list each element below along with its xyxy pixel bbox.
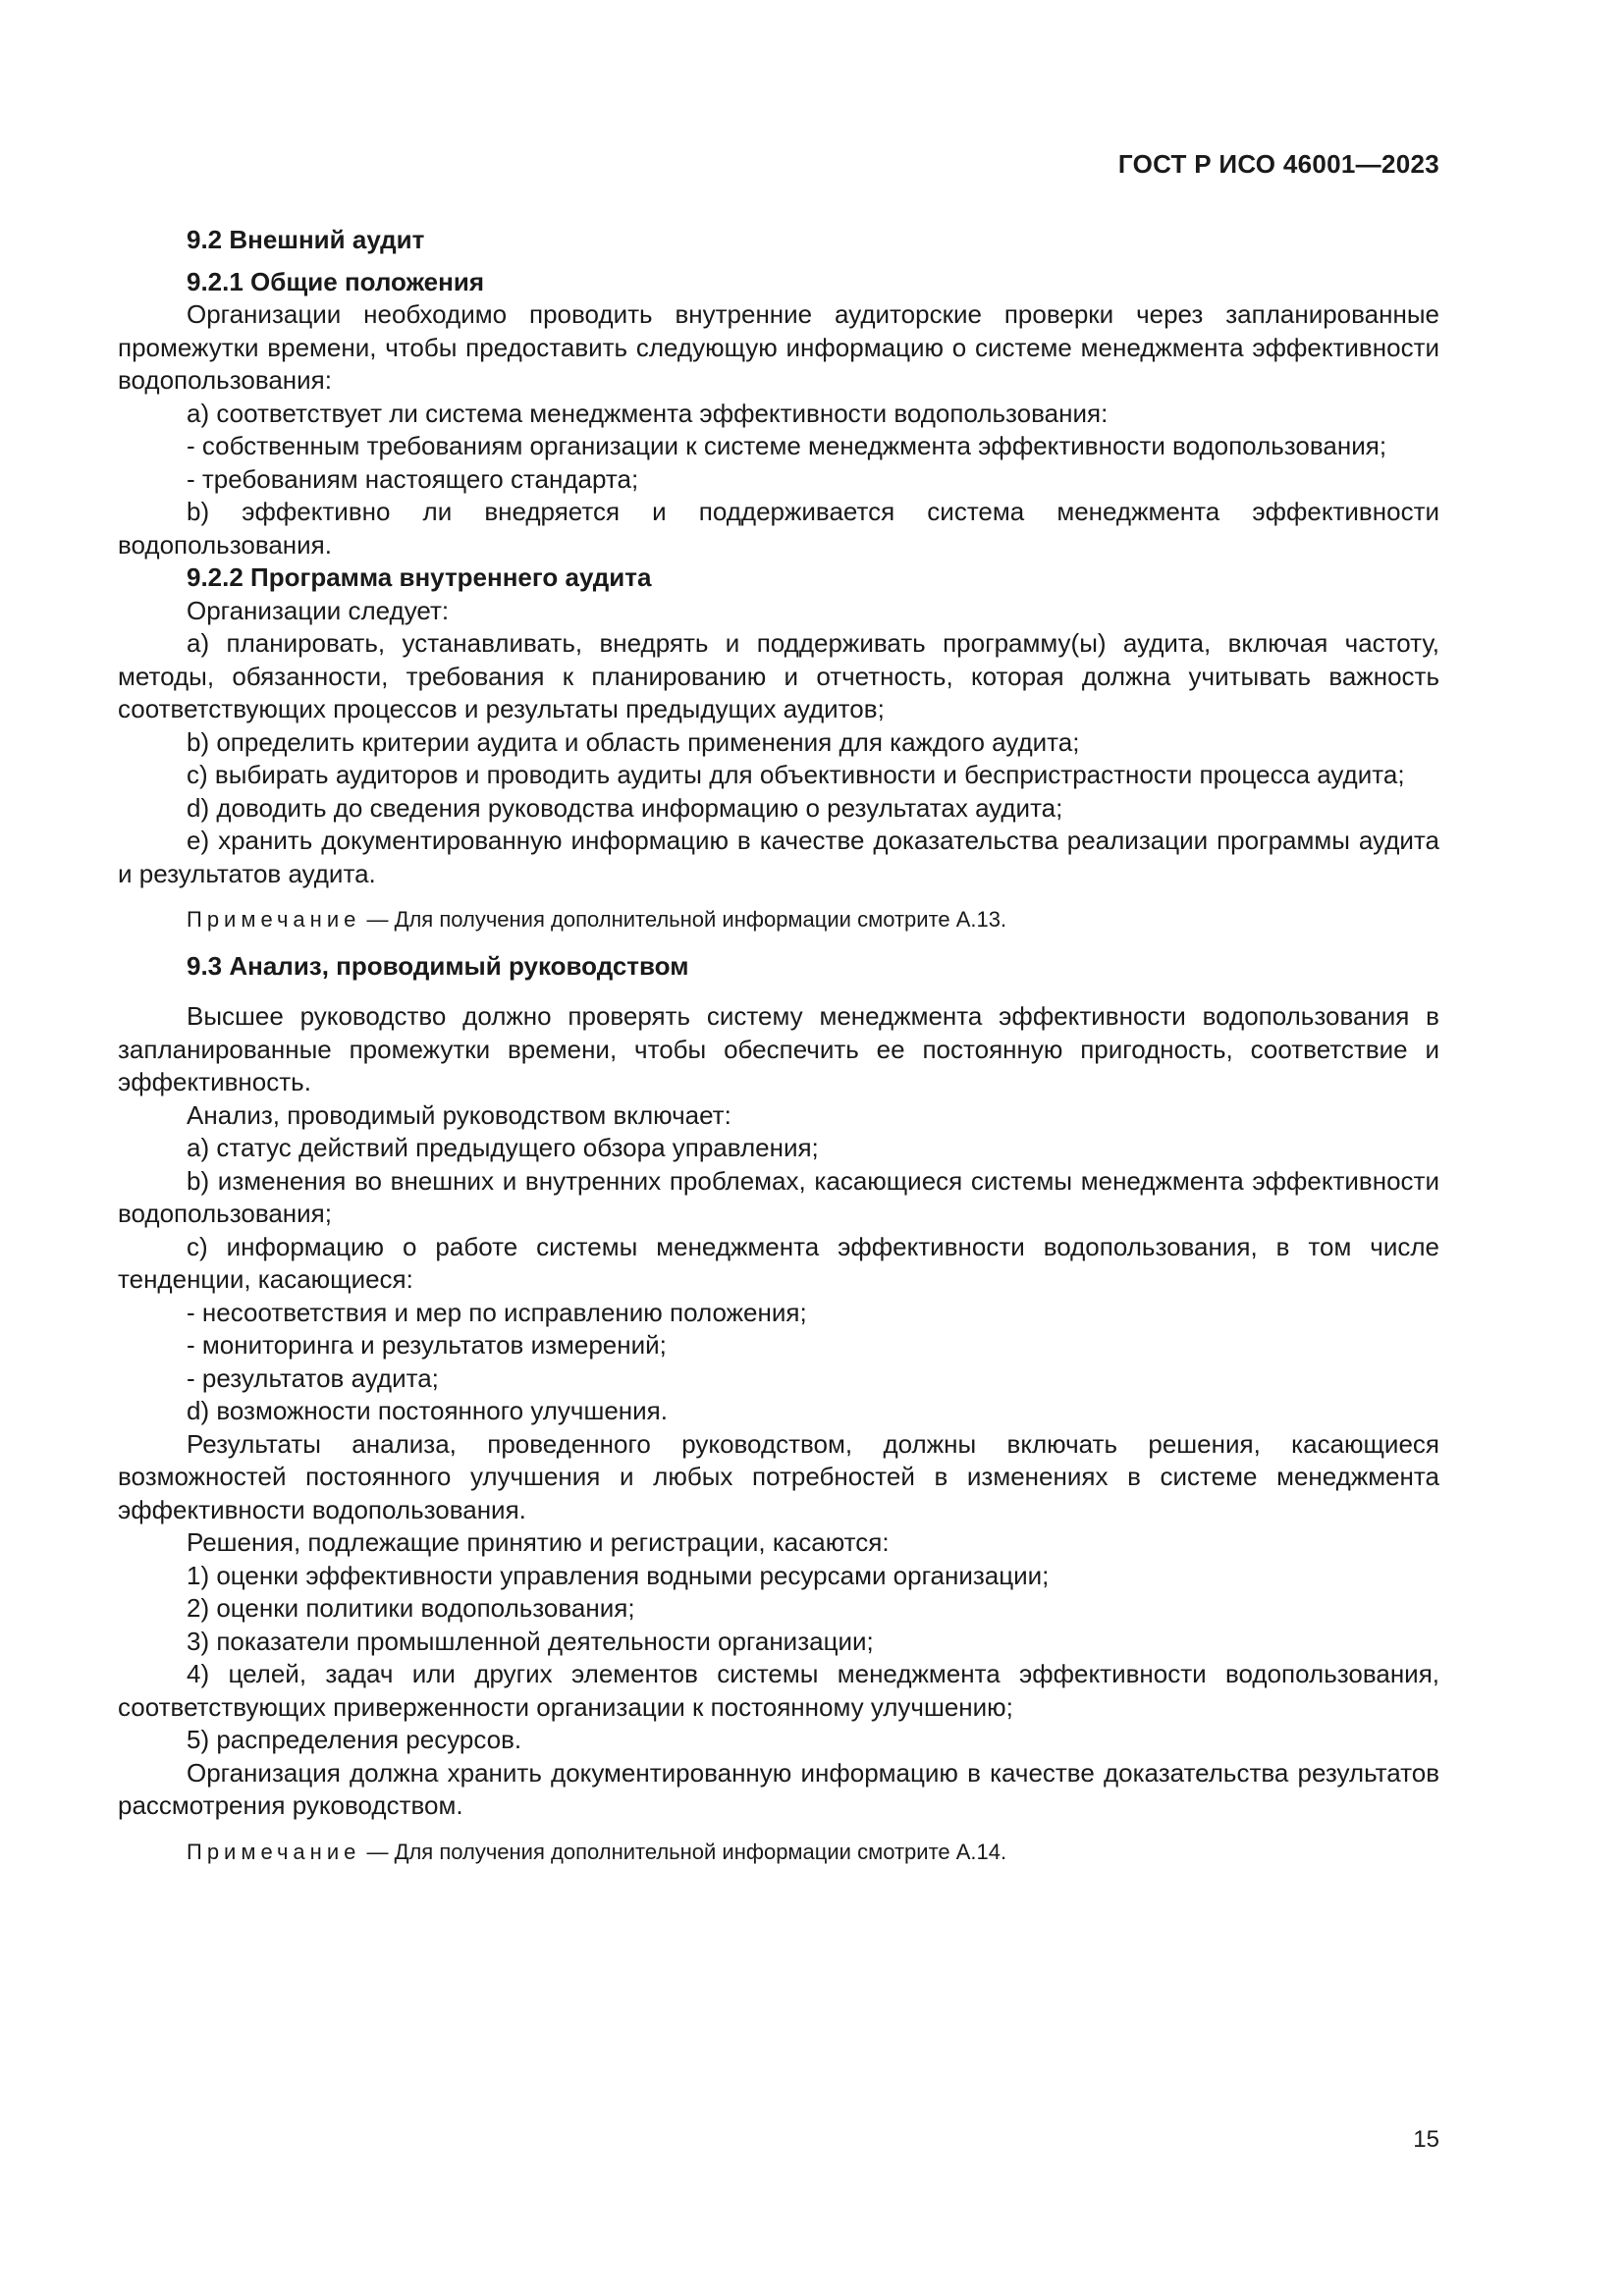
list-item: b) определить критерии аудита и область применения для каждого аудита;: [187, 726, 1080, 757]
document-header: ГОСТ Р ИСО 46001—2023: [1117, 149, 1439, 179]
list-item: 2) оценки политики водопользования;: [187, 1593, 635, 1623]
paragraph: Организации следует:: [187, 595, 450, 625]
paragraph: Высшее руководство должно проверять систему менеджмента эффективности водопользования в запланированные промежутки времени, чтобы обеспечить ее постоянную пригодность, соответствие и эффективность.: [118, 1001, 1439, 1096]
paragraph: Организация должна хранить документированную информацию в качестве доказательства результатов рассмотрения руководством.: [118, 1757, 1439, 1820]
list-item: c) информацию о работе системы менеджмента эффективности водопользования, в том числе тенденции, касающиеся:: [118, 1231, 1439, 1294]
list-item: d) доводить до сведения руководства информацию о результатах аудита;: [187, 792, 1063, 823]
section-heading: 9.3 Анализ, проводимый руководством: [187, 950, 689, 981]
list-item: 3) показатели промышленной деятельности организации;: [187, 1626, 874, 1656]
note: [118, 1836, 1439, 1869]
section-heading: 9.2 Внешний аудит: [187, 225, 425, 254]
list-item: d) возможности постоянного улучшения.: [187, 1396, 668, 1425]
subsection-heading: 9.2.2 Программа внутреннего аудита: [187, 562, 652, 592]
note-label: Примечание: [187, 1839, 361, 1864]
list-item: a) статус действий предыдущего обзора управления;: [187, 1133, 819, 1162]
list-item: 1) оценки эффективности управления водными ресурсами организации;: [187, 1560, 1050, 1590]
list-item: a) планировать, устанавливать, внедрять и поддерживать программу(ы) аудита, включая частоту, методы, обязанности, требования к планированию и отчетность, которая должна учитывать важность соответствующих процессов и результаты предыдущих аудитов;: [118, 628, 1439, 723]
paragraph: Результаты анализа, проведенного руководством, должны включать решения, касающиеся возможностей постоянного улучшения и любых потребностей в изменениях в системе менеджмента эффективности водопользования.: [118, 1428, 1439, 1524]
list-item: - собственным требованиям организации к системе менеджмента эффективности водопользования;: [187, 431, 1387, 460]
list-item: - мониторинга и результатов измерений;: [187, 1330, 667, 1360]
note-text: — Для получения дополнительной информации смотрите А.13.: [360, 907, 1007, 932]
page-number: 15: [1413, 2126, 1439, 2153]
list-item: - результатов аудита;: [187, 1362, 439, 1393]
list-item: c) выбирать аудиторов и проводить аудиты для объективности и беспристрастности процесса аудита;: [187, 760, 1405, 789]
list-item: 5) распределения ресурсов.: [187, 1725, 522, 1754]
list-item: - несоответствия и мер по исправлению положения;: [187, 1297, 807, 1327]
note: [118, 903, 1439, 936]
list-item: b) изменения во внешних и внутренних проблемах, касающиеся системы менеджмента эффективности водопользования;: [118, 1165, 1439, 1228]
list-item: - требованиям настоящего стандарта;: [187, 463, 639, 494]
paragraph: Анализ, проводимый руководством включает:: [187, 1099, 731, 1130]
list-item: e) хранить документированную информацию в качестве доказательства реализации программы аудита и результатов аудита.: [118, 826, 1439, 888]
subsection-heading: 9.2.1 Общие положения: [187, 266, 484, 296]
paragraph: Организации необходимо проводить внутренние аудиторские проверки через запланированные промежутки времени, чтобы предоставить следующую информацию о системе менеджмента эффективности водопользования:: [118, 299, 1439, 395]
paragraph: Решения, подлежащие принятию и регистрации, касаются:: [187, 1527, 890, 1557]
document-body: [118, 224, 1439, 1882]
list-item: a) соответствует ли система менеджмента эффективности водопользования:: [187, 398, 1109, 428]
note-text: — Для получения дополнительной информации смотрите А.14.: [360, 1839, 1007, 1864]
note-label: Примечание: [187, 907, 361, 932]
list-item: 4) целей, задач или других элементов системы менеджмента эффективности водопользования, соответствующих приверженности организации к постоянному улучшению;: [118, 1659, 1439, 1722]
list-item: b) эффективно ли внедряется и поддерживается система менеджмента эффективности водопользования.: [118, 497, 1439, 560]
